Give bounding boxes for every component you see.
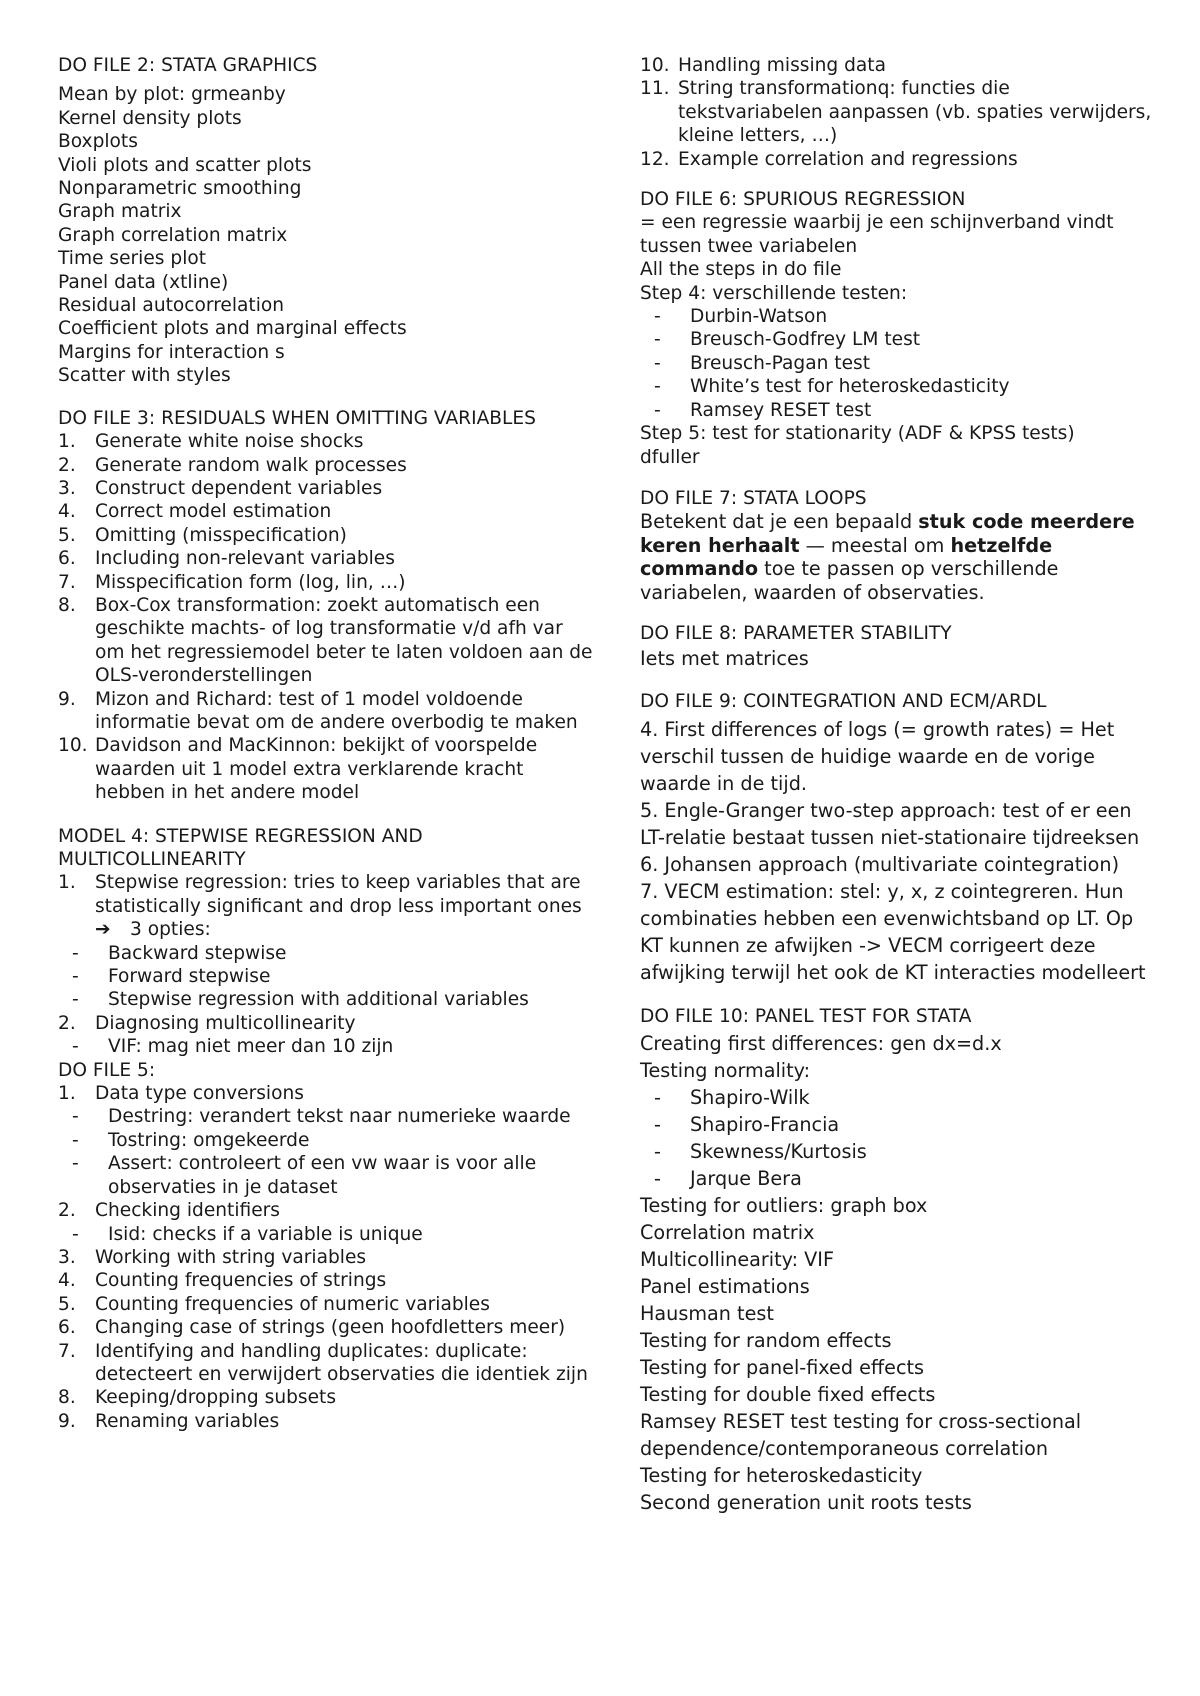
text-line: Testing for double fixed effects: [640, 1383, 936, 1407]
dash-bullet: -: [654, 329, 661, 351]
dash-bullet: -: [654, 1113, 661, 1137]
model-4-section: [58, 825, 598, 1059]
list-item: [58, 1246, 598, 1269]
numbered-list: [58, 1246, 598, 1433]
dash-bullet: -: [654, 352, 661, 374]
dash-bullet: -: [654, 399, 661, 421]
item-number: 10.: [640, 55, 670, 76]
dash-bullet: -: [654, 1140, 661, 1164]
dash-bullet: -: [72, 1106, 79, 1128]
list-item: [640, 1084, 1160, 1111]
item-number: 8.: [58, 594, 76, 616]
loops-paragraph: [640, 510, 1160, 604]
section-heading: DO FILE 5:: [58, 1059, 156, 1081]
item-text: Breusch-Godfrey LM test: [690, 329, 921, 351]
item-text: Stepwise regression: tries to keep variables that are statistically significant and drop less important ones: [95, 872, 582, 917]
list-item: [640, 148, 1160, 171]
list-item: [58, 430, 598, 453]
list-item: [58, 524, 598, 547]
item-text: Generate white noise shocks: [95, 431, 364, 453]
item-text: Box-Cox transformation: zoekt automatisch een geschikte machts- of log transformatie v/d afh var om het regressiemodel beter te laten voldoen aan de OLS-veronderstellingen: [95, 594, 593, 687]
list-item: Residual autocorrelation: [58, 295, 285, 317]
section-heading: DO FILE 10: PANEL TEST FOR STATA: [640, 1005, 972, 1027]
item-number: 8.: [58, 1387, 76, 1409]
item-text: Isid: checks if a variable is unique: [108, 1223, 423, 1245]
dash-bullet: -: [72, 989, 79, 1011]
list-item: [58, 871, 598, 918]
list-item: [58, 1152, 598, 1199]
item-text: Forward stepwise: [108, 966, 271, 988]
text-line: Step 4: verschillende testen:: [640, 282, 908, 304]
list-item: [640, 305, 1160, 328]
item-number: 9.: [58, 1410, 76, 1432]
arrow-line: [58, 918, 598, 941]
list-item: [640, 328, 1160, 351]
list-item: Margins for interaction s: [58, 341, 285, 363]
list-item: Nonparametric smoothing: [58, 178, 302, 200]
item-text: Generate random walk processes: [95, 454, 407, 476]
text-line: Correlation matrix: [640, 1221, 815, 1245]
bold-text: hetzelfde commando: [640, 533, 1053, 581]
do-file-9-section: [640, 690, 1160, 985]
item-text: Skewness/Kurtosis: [690, 1140, 867, 1164]
item-text: Data type conversions: [95, 1083, 304, 1105]
item-text: Working with string variables: [95, 1246, 367, 1268]
list-item: [58, 1410, 598, 1433]
list-item: [640, 399, 1160, 422]
numbered-list: [640, 54, 1160, 171]
item-text: Misspecification form (log, lin, …): [95, 571, 406, 593]
panel-test-text: [640, 1030, 1160, 1516]
list-item: Time series plot: [58, 248, 207, 270]
list-item: [58, 734, 598, 804]
list-item: [58, 500, 598, 523]
list-item: Violi plots and scatter plots: [58, 154, 312, 176]
do-file-2-section: [58, 54, 598, 388]
numbered-list: [58, 1082, 598, 1105]
section-heading: DO FILE 7: STATA LOOPS: [640, 487, 867, 509]
list-item: [58, 988, 598, 1011]
item-text: Handling missing data: [678, 55, 886, 76]
dash-list: [58, 942, 598, 1012]
list-item: [640, 1165, 1160, 1192]
item-number: 2.: [58, 454, 76, 476]
text-line: Iets met matrices: [640, 647, 809, 671]
list-item: [58, 454, 598, 477]
item-text: Counting frequencies of numeric variables: [95, 1293, 490, 1315]
list-item: [58, 477, 598, 500]
item-number: 7.: [58, 571, 76, 593]
dash-bullet: -: [654, 306, 661, 328]
dash-list: [640, 1084, 1160, 1192]
list-item: [58, 1223, 598, 1246]
right-column: [640, 54, 1160, 1516]
list-item: [640, 77, 1160, 147]
list-item: Panel data (xtline): [58, 271, 229, 293]
item-text: Shapiro-Francia: [690, 1113, 840, 1137]
do-file-3-section: [58, 407, 598, 805]
item-text: Tostring: omgekeerde: [108, 1129, 310, 1151]
list-item: [58, 594, 598, 688]
text-line: Panel estimations: [640, 1275, 810, 1299]
list-item: Graph matrix: [58, 201, 182, 223]
item-number: 12.: [640, 148, 670, 170]
item-text: Jarque Bera: [690, 1167, 802, 1191]
numbered-list: [58, 871, 598, 918]
text-line: = een regressie waarbij je een schijnverband vindt tussen twee variabelen: [640, 212, 1114, 257]
dash-bullet: -: [72, 1153, 79, 1175]
item-text: Checking identifiers: [95, 1200, 280, 1222]
item-text: Durbin-Watson: [690, 306, 828, 328]
list-item: [58, 1269, 598, 1292]
text-line: All the steps in do file: [640, 259, 842, 281]
dash-list: [58, 1105, 598, 1199]
item-text: Destring: verandert tekst naar numerieke waarde: [108, 1106, 571, 1128]
list-item: [640, 1111, 1160, 1138]
item-text: Omitting (misspecification): [95, 524, 347, 546]
item-text: Renaming variables: [95, 1410, 280, 1432]
section-heading: MODEL 4: STEPWISE REGRESSION AND MULTICOLLINEARITY: [58, 825, 423, 870]
paragraph: 6. Johansen approach (multivariate cointegration): [640, 852, 1120, 876]
list-item: Scatter with styles: [58, 365, 231, 387]
section-heading: DO FILE 9: COINTEGRATION AND ECM/ARDL: [640, 691, 1047, 713]
item-text: Identifying and handling duplicates: duplicate: detecteert en verwijdert observaties die identiek zijn: [95, 1340, 588, 1385]
dash-bullet: -: [72, 966, 79, 988]
item-number: 5.: [58, 1293, 76, 1315]
dash-bullet: -: [72, 1036, 79, 1058]
item-number: 3.: [58, 1246, 76, 1268]
dash-list: [58, 1035, 598, 1058]
list-item: [58, 571, 598, 594]
list-item: Boxplots: [58, 131, 138, 153]
text-line: Testing for panel-fixed effects: [640, 1356, 925, 1380]
section-heading: DO FILE 8: PARAMETER STABILITY: [640, 622, 952, 644]
dash-bullet: -: [72, 1223, 79, 1245]
do-file-10-section: [640, 1005, 1160, 1516]
text-run: — meestal om: [799, 533, 951, 557]
item-text: Diagnosing multicollinearity: [95, 1012, 356, 1034]
item-number: 2.: [58, 1200, 76, 1222]
list-item: [640, 375, 1160, 398]
graphics-list: [58, 83, 598, 387]
list-item: [640, 54, 1160, 77]
list-item: Coefficient plots and marginal effects: [58, 318, 407, 340]
list-item: Kernel density plots: [58, 107, 242, 129]
item-text: Ramsey RESET test: [690, 399, 872, 421]
item-text: Davidson and MacKinnon: bekijkt of voorspelde waarden uit 1 model extra verklarende kracht hebben in het andere model: [95, 735, 538, 804]
text-run: Betekent dat je een bepaald: [640, 510, 919, 534]
section-heading: DO FILE 2: STATA GRAPHICS: [58, 55, 318, 76]
item-number: 4.: [58, 501, 76, 523]
cointegration-text: [640, 716, 1160, 986]
item-number: 1.: [58, 431, 76, 453]
list-item: [58, 1105, 598, 1128]
item-text: Mizon and Richard: test of 1 model voldoende informatie bevat om de andere overbodig te maken: [95, 688, 578, 733]
text-line: dfuller: [640, 446, 700, 468]
list-item: [58, 1340, 598, 1387]
list-item: [58, 965, 598, 988]
item-number: 6.: [58, 1317, 76, 1339]
text-line: Hausman test: [640, 1302, 774, 1326]
text-line: Second generation unit roots tests: [640, 1491, 972, 1515]
arrow-text: 3 opties:: [130, 919, 211, 941]
bold-text: stuk code meerdere keren herhaalt: [640, 510, 1135, 557]
list-item: [58, 688, 598, 735]
item-text: Keeping/dropping subsets: [95, 1387, 337, 1409]
list-item: [58, 1316, 598, 1339]
item-number: 5.: [58, 524, 76, 546]
text-line: Testing normality:: [640, 1059, 811, 1083]
numbered-list: [58, 1012, 598, 1035]
item-number: 3.: [58, 477, 76, 499]
do-file-6-section: [640, 188, 1160, 469]
list-item: [58, 1199, 598, 1222]
item-text: String transformationq: functies die tekstvariabelen aanpassen (vb. spaties verwijders, kleine letters, …): [678, 78, 1152, 147]
text-line: Step 5: test for stationarity (ADF & KPSS tests): [640, 423, 1075, 445]
list-item: [58, 1386, 598, 1409]
dash-list: [58, 1223, 598, 1246]
item-text: Construct dependent variables: [95, 477, 383, 499]
item-text: Changing case of strings (geen hoofdletters meer): [95, 1317, 566, 1339]
section-heading: DO FILE 6: SPURIOUS REGRESSION: [640, 189, 966, 211]
text-line: Testing for random effects: [640, 1329, 892, 1353]
arrow-right-icon: ➔: [95, 919, 111, 941]
item-number: 1.: [58, 872, 76, 894]
do-file-5-continued: [640, 54, 1160, 171]
item-text: Assert: controleert of een vw waar is voor alle observaties in je dataset: [108, 1153, 537, 1198]
numbered-list: [58, 430, 598, 805]
item-text: Counting frequencies of strings: [95, 1270, 387, 1292]
item-number: 10.: [58, 735, 88, 757]
paragraph: 5. Engle-Granger two-step approach: test of er een LT-relatie bestaat tussen niet-stationaire tijdreeksen: [640, 798, 1140, 849]
list-item: [58, 1293, 598, 1316]
item-number: 4.: [58, 1270, 76, 1292]
item-number: 6.: [58, 548, 76, 570]
list-item: Graph correlation matrix: [58, 224, 288, 246]
item-number: 1.: [58, 1083, 76, 1105]
paragraph: 7. VECM estimation: stel: y, x, z cointegreren. Hun combinaties hebben een evenwichtsband op LT. Op KT kunnen ze afwijken -> VECM corrigeert deze afwijking terwijl het ook de KT interacties modelleert: [640, 879, 1146, 984]
dash-bullet: -: [72, 1129, 79, 1151]
list-item: [640, 1138, 1160, 1165]
text-line: Creating first differences: gen dx=d.x: [640, 1032, 1002, 1056]
text-line: Testing for heteroskedasticity: [640, 1464, 923, 1488]
item-text: Including non-relevant variables: [95, 548, 395, 570]
dash-bullet: -: [654, 1086, 661, 1110]
dash-bullet: -: [654, 1167, 661, 1191]
item-number: 9.: [58, 688, 76, 710]
list-item: Mean by plot: grmeanby: [58, 84, 286, 106]
item-text: Stepwise regression with additional variables: [108, 989, 529, 1011]
numbered-list: [58, 1199, 598, 1222]
item-text: White’s test for heteroskedasticity: [690, 376, 1010, 398]
item-text: Correct model estimation: [95, 501, 332, 523]
item-text: Example correlation and regressions: [678, 148, 1018, 170]
do-file-5-section: [58, 1059, 598, 1434]
item-text: Shapiro-Wilk: [690, 1086, 810, 1110]
dash-bullet: -: [654, 376, 661, 398]
list-item: [640, 352, 1160, 375]
item-number: 11.: [640, 78, 670, 100]
list-item: [58, 1035, 598, 1058]
do-file-7-section: [640, 487, 1160, 604]
item-number: 7.: [58, 1340, 76, 1362]
list-item: [58, 547, 598, 570]
item-text: VIF: mag niet meer dan 10 zijn: [108, 1036, 394, 1058]
text-run: toe te passen op verschillende variabelen, waarden of observaties.: [640, 557, 1059, 604]
list-item: [58, 1012, 598, 1035]
item-text: Backward stepwise: [108, 942, 287, 964]
text-line: Testing for outliers: graph box: [640, 1194, 928, 1218]
do-file-8-section: [640, 622, 1160, 672]
section-heading: DO FILE 3: RESIDUALS WHEN OMITTING VARIABLES: [58, 407, 536, 429]
text-line: Multicollinearity: VIF: [640, 1248, 834, 1272]
paragraph: 4. First differences of logs (= growth rates) = Het verschil tussen de huidige waarde en de vorige waarde in de tijd.: [640, 717, 1115, 795]
dash-list: [640, 305, 1160, 422]
list-item: [58, 1129, 598, 1152]
left-column: [58, 54, 598, 1433]
text-line: Ramsey RESET test testing for cross-sectional dependence/contemporaneous correlation: [640, 1410, 1082, 1461]
item-number: 2.: [58, 1012, 76, 1034]
item-text: Breusch-Pagan test: [690, 352, 870, 374]
list-item: [58, 1082, 598, 1105]
dash-bullet: -: [72, 942, 79, 964]
list-item: [58, 942, 598, 965]
